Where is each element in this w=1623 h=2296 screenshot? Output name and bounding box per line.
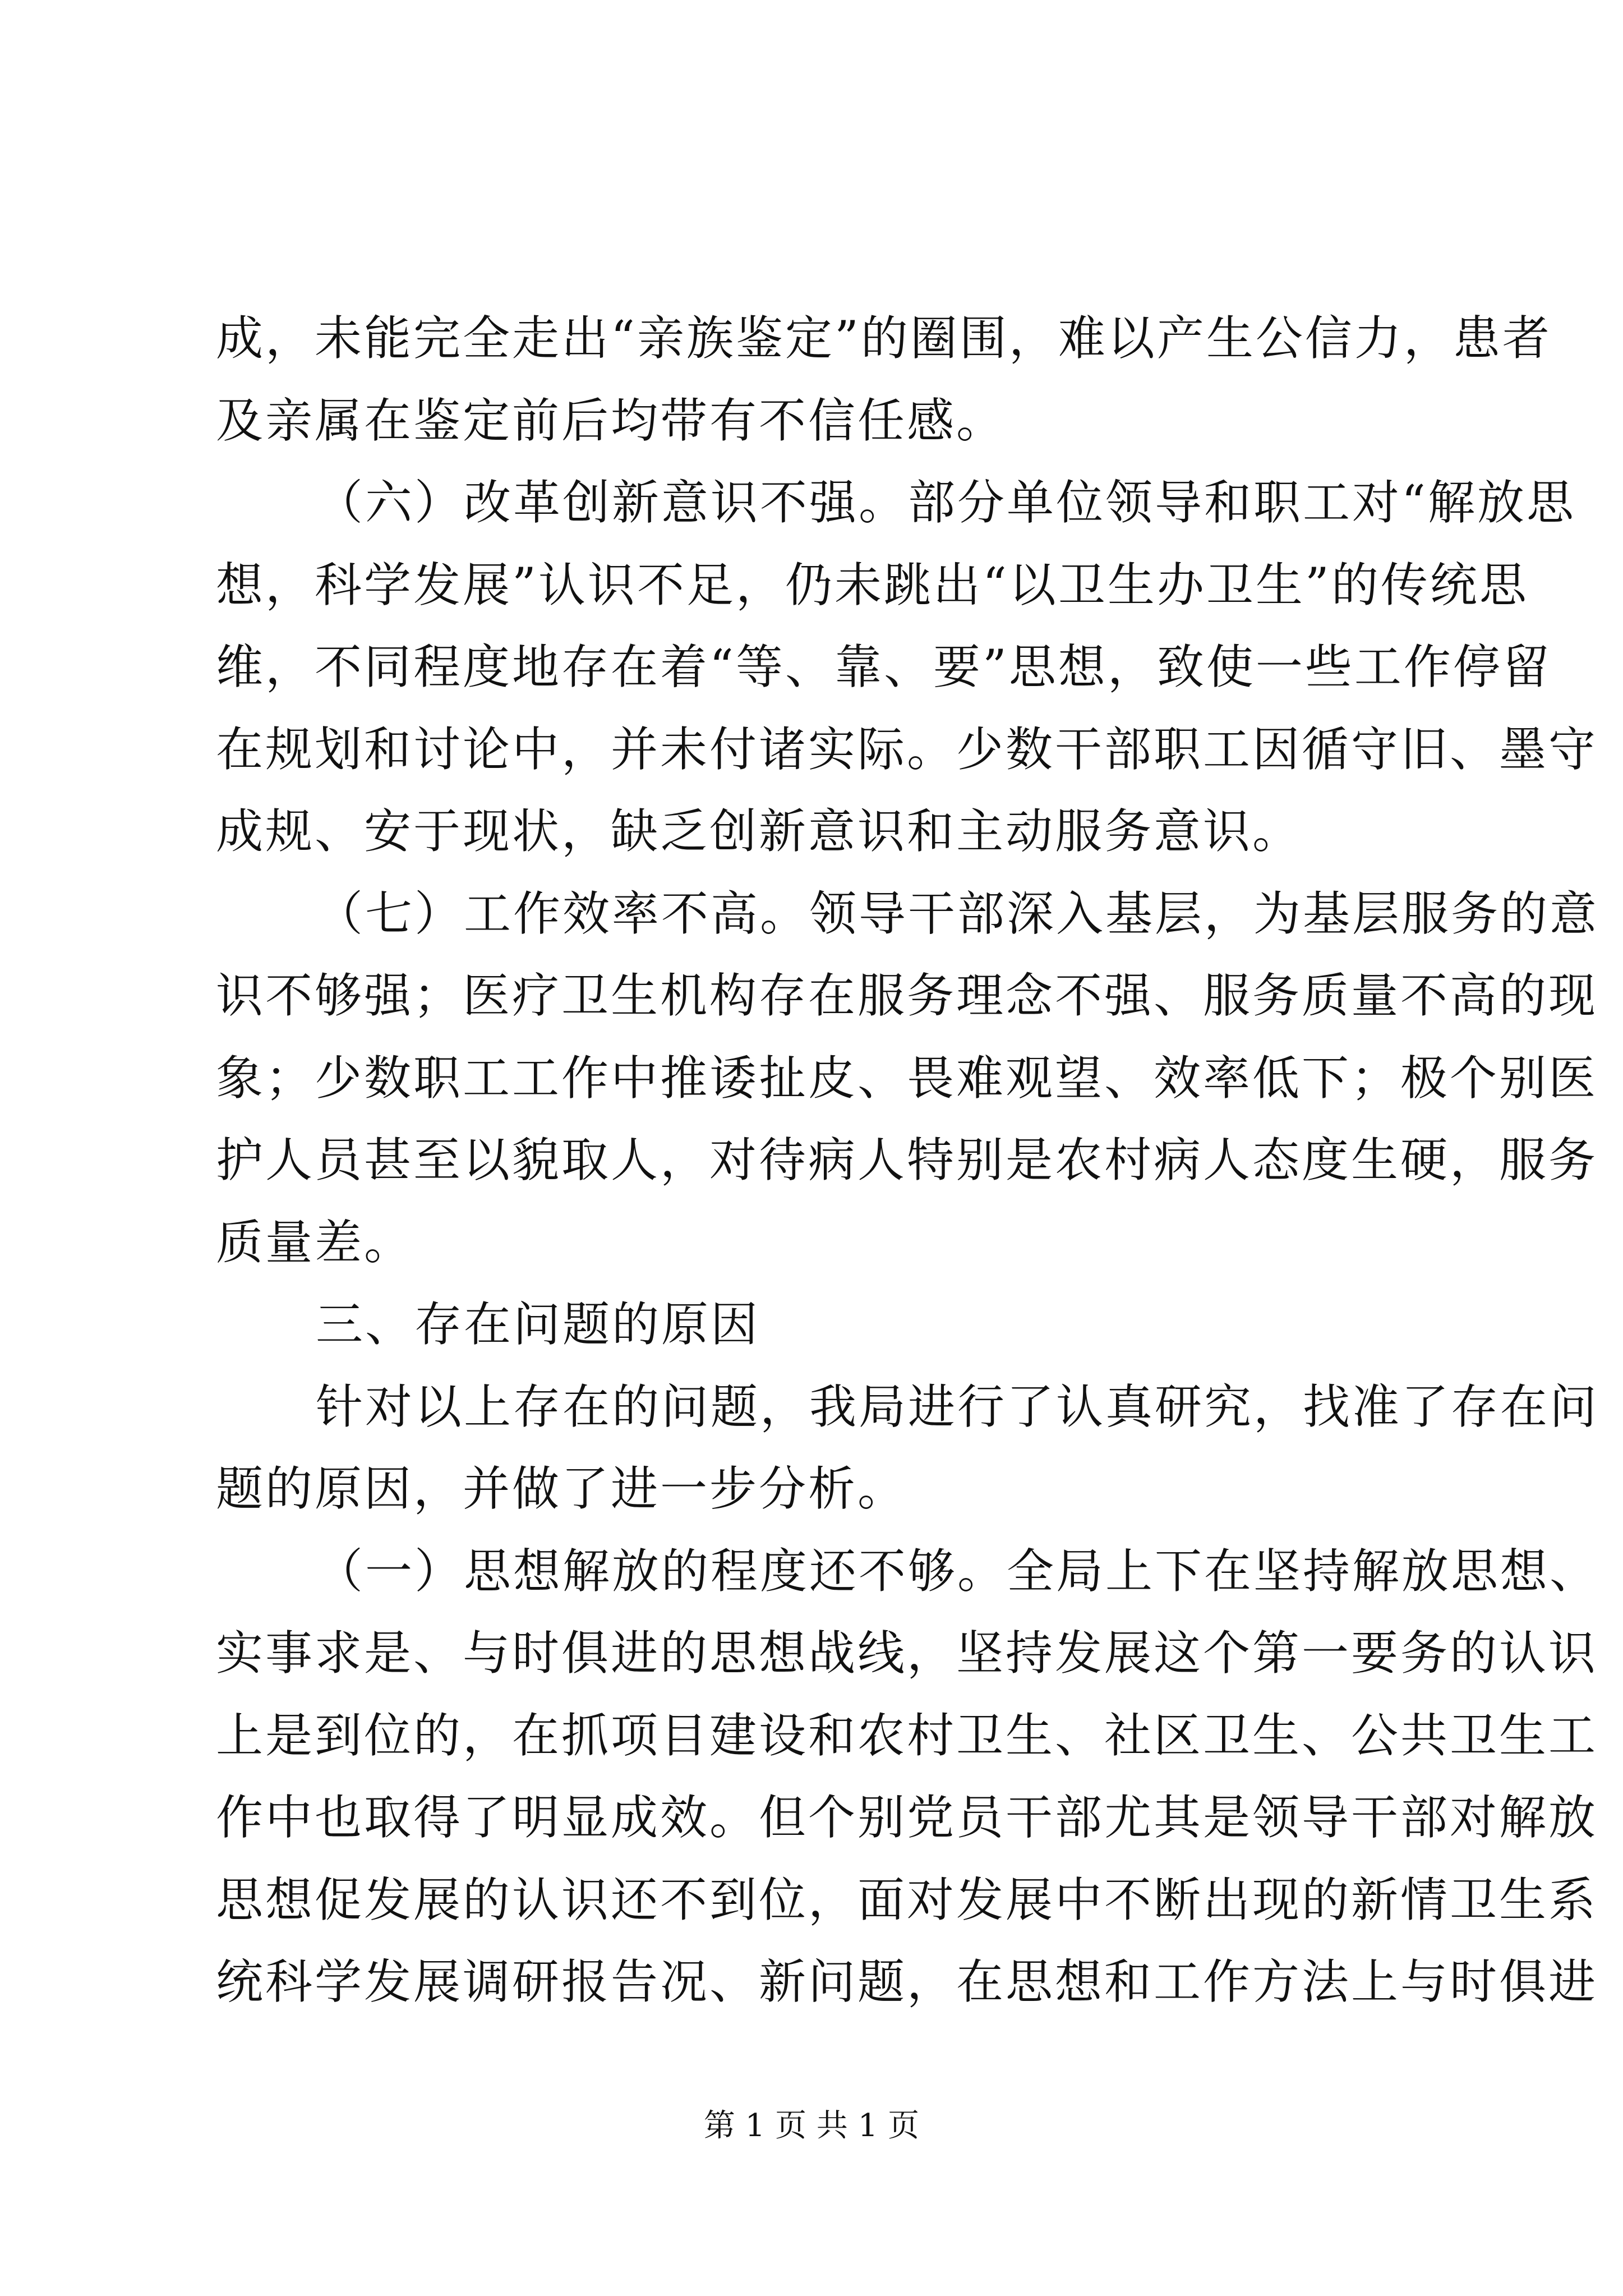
text-line: 及亲属在鉴定前后均带有不信任感。 bbox=[216, 393, 1006, 448]
paragraph-heading-one: （一）思想解放的程度还不够。全局上下在坚持解放思想、 bbox=[316, 1543, 1599, 1599]
text-line: 维，不同程度地存在着“等、靠、要”思想，致使一些工作停留 bbox=[216, 639, 1552, 694]
text-line: 象；少数职工工作中推诿扯皮、畏难观望、效率低下；极个别医 bbox=[216, 1050, 1598, 1106]
paragraph-heading-six: （六）改革创新意识不强。部分单位领导和职工对“解放思 bbox=[316, 475, 1576, 530]
text-line: 作中也取得了明显成效。但个别党员干部尤其是领导干部对解放 bbox=[216, 1790, 1598, 1845]
text-line: 上是到位的，在抓项目建设和农村卫生、社区卫生、公共卫生工 bbox=[216, 1708, 1598, 1763]
text-line: 识不够强；医疗卫生机构存在服务理念不强、服务质量不高的现 bbox=[216, 968, 1598, 1023]
text-line: 想，科学发展”认识不足，仍未跳出“以卫生办卫生”的传统思 bbox=[216, 557, 1529, 613]
section-heading: 三、存在问题的原因 bbox=[316, 1297, 760, 1352]
text-line: 护人员甚至以貌取人，对待病人特别是农村病人态度生硬，服务 bbox=[216, 1133, 1598, 1188]
text-line: 质量差。 bbox=[216, 1214, 414, 1270]
document-body bbox=[216, 297, 1599, 2023]
text-line: 统科学发展调研报告况、新问题，在思想和工作方法上与时俱进 bbox=[216, 1954, 1598, 2009]
text-line: 针对以上存在的问题，我局进行了认真研究，找准了存在问 bbox=[316, 1379, 1599, 1434]
text-line: 成规、安于现状，缺乏创新意识和主动服务意识。 bbox=[216, 804, 1302, 859]
page-number-footer: 第 1 页 共 1 页 bbox=[703, 2108, 920, 2144]
text-line: 题的原因，并做了进一步分析。 bbox=[216, 1461, 907, 1516]
text-line: 在规划和讨论中，并未付诸实际。少数干部职工因循守旧、墨守 bbox=[216, 721, 1598, 777]
text-line: 实事求是、与时俱进的思想战线，坚持发展这个第一要务的认识 bbox=[216, 1626, 1598, 1681]
text-line: 思想促发展的认识还不到位，面对发展中不断出现的新情卫生系 bbox=[216, 1872, 1598, 1927]
paragraph-heading-seven: （七）工作效率不高。领导干部深入基层，为基层服务的意 bbox=[316, 886, 1599, 941]
text-line: 成，未能完全走出“亲族鉴定”的圈围，难以产生公信力，患者 bbox=[216, 311, 1552, 366]
